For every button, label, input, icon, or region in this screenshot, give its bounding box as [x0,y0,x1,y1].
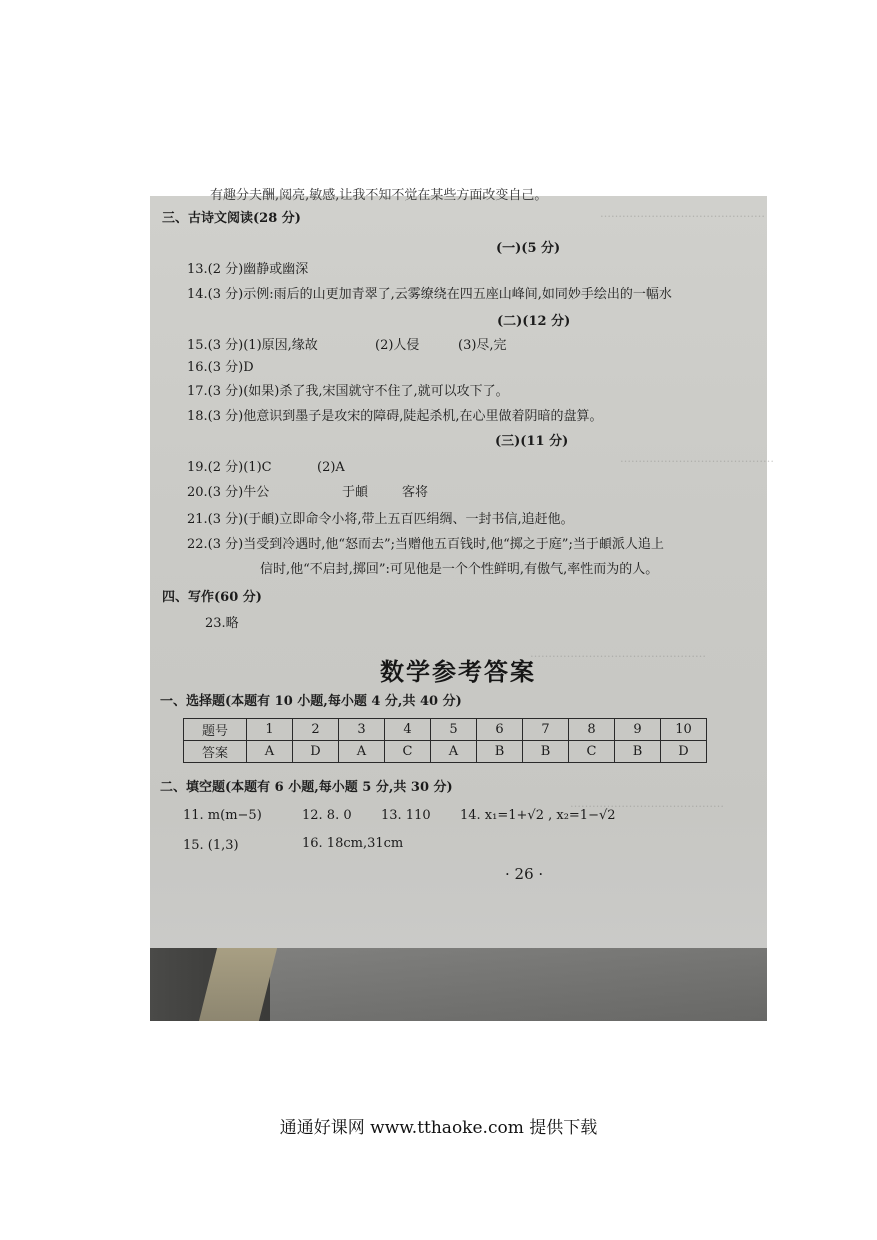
answer-16-math: 16. 18cm,31cm [302,836,404,851]
answer-17: 17.(3 分)(如果)杀了我,宋国就守不住了,就可以攻下了。 [187,384,509,399]
answer-20-3: 客将 [402,485,429,500]
page-number: · 26 · [505,865,544,883]
answer-14-math: 14. x₁=1+√2 , x₂=1−√2 [460,808,616,823]
bleed-through-text: …………………………………… [620,452,774,465]
table-cell: 2 [293,719,339,741]
table-cell: A [431,741,477,763]
table-cell: 6 [477,719,523,741]
answer-15-2: (2)人侵 [375,338,420,353]
table-header-cell: 题号 [184,719,247,741]
table-cell: 4 [385,719,431,741]
answer-13: 13.(2 分)幽静或幽深 [187,262,309,277]
part-heading-3: (三)(11 分) [495,434,569,449]
table-cell: A [339,741,385,763]
download-source-footer: 通通好课网 www.tthaoke.com 提供下载 [279,1118,598,1138]
table-row-answers [184,741,707,763]
cut-top-line: 有趣分夫酬,阅亮,敏感,让我不知不觉在某些方面改变自己。 [210,188,548,203]
answer-16: 16.(3 分)D [187,360,254,375]
answer-18: 18.(3 分)他意识到墨子是攻宋的障碍,陡起杀机,在心里做着阴暗的盘算。 [187,409,603,424]
answer-20-2: 于頔 [342,485,369,500]
answer-23: 23.略 [205,616,239,631]
answer-22-line-2: 信时,他“不启封,掷回”:可见他是一个个性鲜明,有傲气,率性而为的人。 [260,562,659,577]
table-cell: B [615,741,661,763]
answer-14: 14.(3 分)示例:雨后的山更加青翠了,云雾缭绕在四五座山峰间,如同妙手绘出的一幅水 [187,287,672,302]
table-cell: D [661,741,707,763]
table-header-cell: 答案 [184,741,247,763]
answer-12: 12. 8. 0 [302,808,352,823]
table-row-question-numbers [184,719,707,741]
table-cell: C [569,741,615,763]
section-heading-writing: 四、写作(60 分) [162,590,262,605]
answer-15-math: 15. (1,3) [183,838,239,853]
answer-19-2: (2)A [317,460,345,475]
math-answers-title: 数学参考答案 [380,657,536,686]
table-cell: 8 [569,719,615,741]
table-cell: B [523,741,569,763]
answer-15-3: (3)尽,完 [458,338,507,353]
table-cell: 3 [339,719,385,741]
answer-13-math: 13. 110 [381,808,431,823]
part-heading-2: (二)(12 分) [497,314,571,329]
table-cell: A [247,741,293,763]
answer-22-line-1: 22.(3 分)当受到冷遇时,他“怒而去”;当赠他五百钱时,他“掷之于庭”;当于頔派人追上 [187,537,664,552]
table-cell: D [293,741,339,763]
photo-desk-surface [270,948,767,1021]
mcq-answer-table [183,718,707,763]
answer-19-1: 19.(2 分)(1)C [187,460,272,475]
answer-11: 11. m(m−5) [183,808,262,823]
bleed-through-text: …………………………………… [570,797,724,810]
table-cell: 1 [247,719,293,741]
photo-of-answer-sheet [150,188,774,1021]
part-heading-1: (一)(5 分) [496,241,561,256]
table-cell: 7 [523,719,569,741]
table-cell: C [385,741,431,763]
mcq-section-heading: 一、选择题(本题有 10 小题,每小题 4 分,共 40 分) [160,694,462,709]
fill-in-section-heading: 二、填空题(本题有 6 小题,每小题 5 分,共 30 分) [160,780,453,795]
bleed-through-text: ……………………………………… [600,207,765,220]
answer-15-1: 15.(3 分)(1)原因,缘故 [187,338,318,353]
answer-21: 21.(3 分)(于頔)立即命令小将,带上五百匹绢绸、一封书信,追赶他。 [187,512,574,527]
table-cell: 10 [661,719,707,741]
section-heading-classical-reading: 三、古诗文阅读(28 分) [162,211,301,226]
table-cell: 9 [615,719,661,741]
answer-20-1: 20.(3 分)牛公 [187,485,270,500]
bleed-through-text: ………………………………………… [530,647,706,660]
table-cell: 5 [431,719,477,741]
table-cell: B [477,741,523,763]
